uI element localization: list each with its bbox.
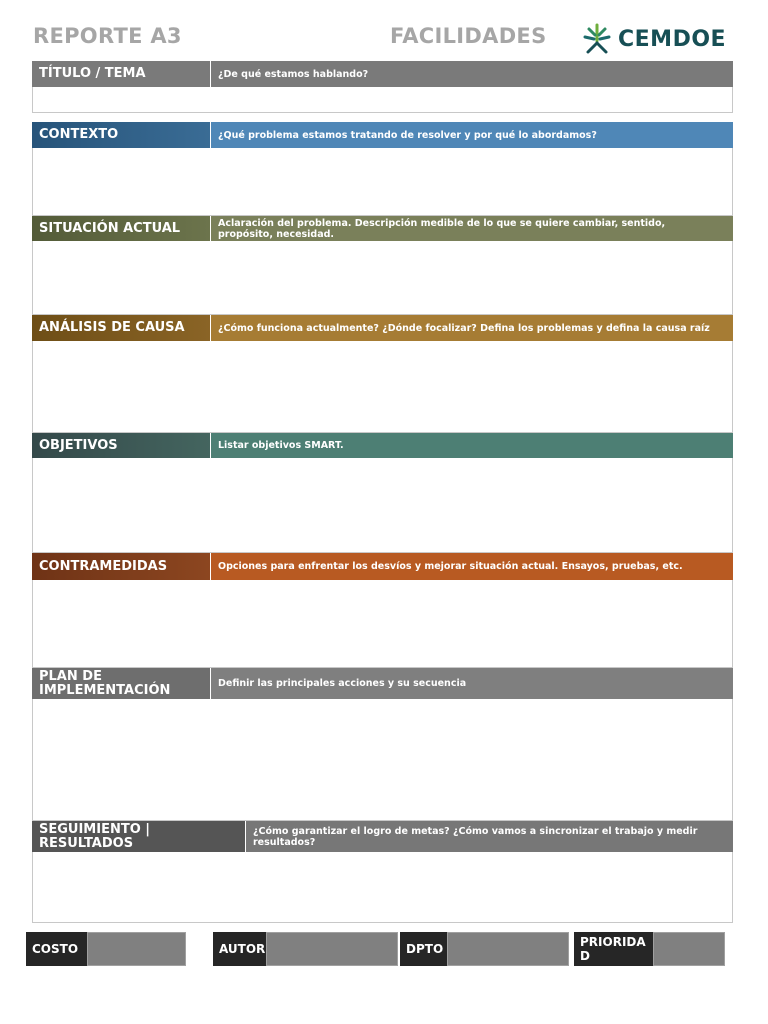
section-objetivos	[32, 433, 733, 458]
section-situacion-actual	[32, 216, 733, 241]
section-description: Opciones para enfrentar los desvíos y mejorar situación actual. Ensayos, pruebas, etc.	[211, 553, 733, 580]
section-content-analisis-causa[interactable]	[32, 341, 733, 433]
department-label: DPTO	[400, 932, 447, 966]
department-field[interactable]	[447, 932, 569, 966]
section-description: Listar objetivos SMART.	[211, 433, 733, 458]
section-content-contramedidas[interactable]	[32, 580, 733, 668]
section-label: SITUACIÓN ACTUAL	[32, 216, 210, 241]
section-content-objetivos[interactable]	[32, 458, 733, 553]
section-description: Aclaración del problema. Descripción medible de lo que se quiere cambiar, sentido, propósito, necesidad.	[211, 216, 733, 241]
brand-logo	[582, 22, 726, 56]
section-content-seguimiento-resultados[interactable]	[32, 852, 733, 923]
section-label: CONTRAMEDIDAS	[32, 553, 210, 580]
section-content-plan-implementacion[interactable]	[32, 699, 733, 821]
section-seguimiento-resultados	[32, 821, 733, 852]
section-label: TÍTULO / TEMA	[32, 61, 210, 87]
section-content-titulo-tema[interactable]	[32, 87, 733, 113]
author-label: AUTOR	[213, 932, 266, 966]
section-plan-implementacion	[32, 668, 733, 699]
report-title: REPORTE A3	[33, 24, 182, 48]
section-description: ¿De qué estamos hablando?	[211, 61, 733, 87]
priority-label: PRIORIDAD	[574, 932, 653, 966]
section-content-contexto[interactable]	[32, 148, 733, 216]
cost-field[interactable]	[87, 932, 186, 966]
section-label: PLAN DE IMPLEMENTACIÓN	[32, 668, 210, 699]
section-description: ¿Cómo funciona actualmente? ¿Dónde focalizar? Defina los problemas y defina la causa raíz	[211, 315, 733, 341]
author-field[interactable]	[266, 932, 398, 966]
section-label: SEGUIMIENTO | RESULTADOS	[32, 821, 245, 852]
section-analisis-causa	[32, 315, 733, 341]
section-description: Definir las principales acciones y su secuencia	[211, 668, 733, 699]
section-label: CONTEXTO	[32, 122, 210, 148]
section-contexto	[32, 122, 733, 148]
section-content-situacion-actual[interactable]	[32, 241, 733, 315]
brand-name: CEMDOE	[618, 26, 727, 52]
priority-field[interactable]	[653, 932, 725, 966]
section-contramedidas	[32, 553, 733, 580]
section-label: OBJETIVOS	[32, 433, 210, 458]
department-title: FACILIDADES	[390, 24, 547, 48]
brand-mark-icon	[582, 23, 612, 55]
section-titulo-tema	[32, 61, 733, 87]
cost-label: COSTO	[26, 932, 87, 966]
section-label: ANÁLISIS DE CAUSA	[32, 315, 210, 341]
section-description: ¿Qué problema estamos tratando de resolver y por qué lo abordamos?	[211, 122, 733, 148]
section-description: ¿Cómo garantizar el logro de metas? ¿Cómo vamos a sincronizar el trabajo y medir resultados?	[246, 821, 733, 852]
